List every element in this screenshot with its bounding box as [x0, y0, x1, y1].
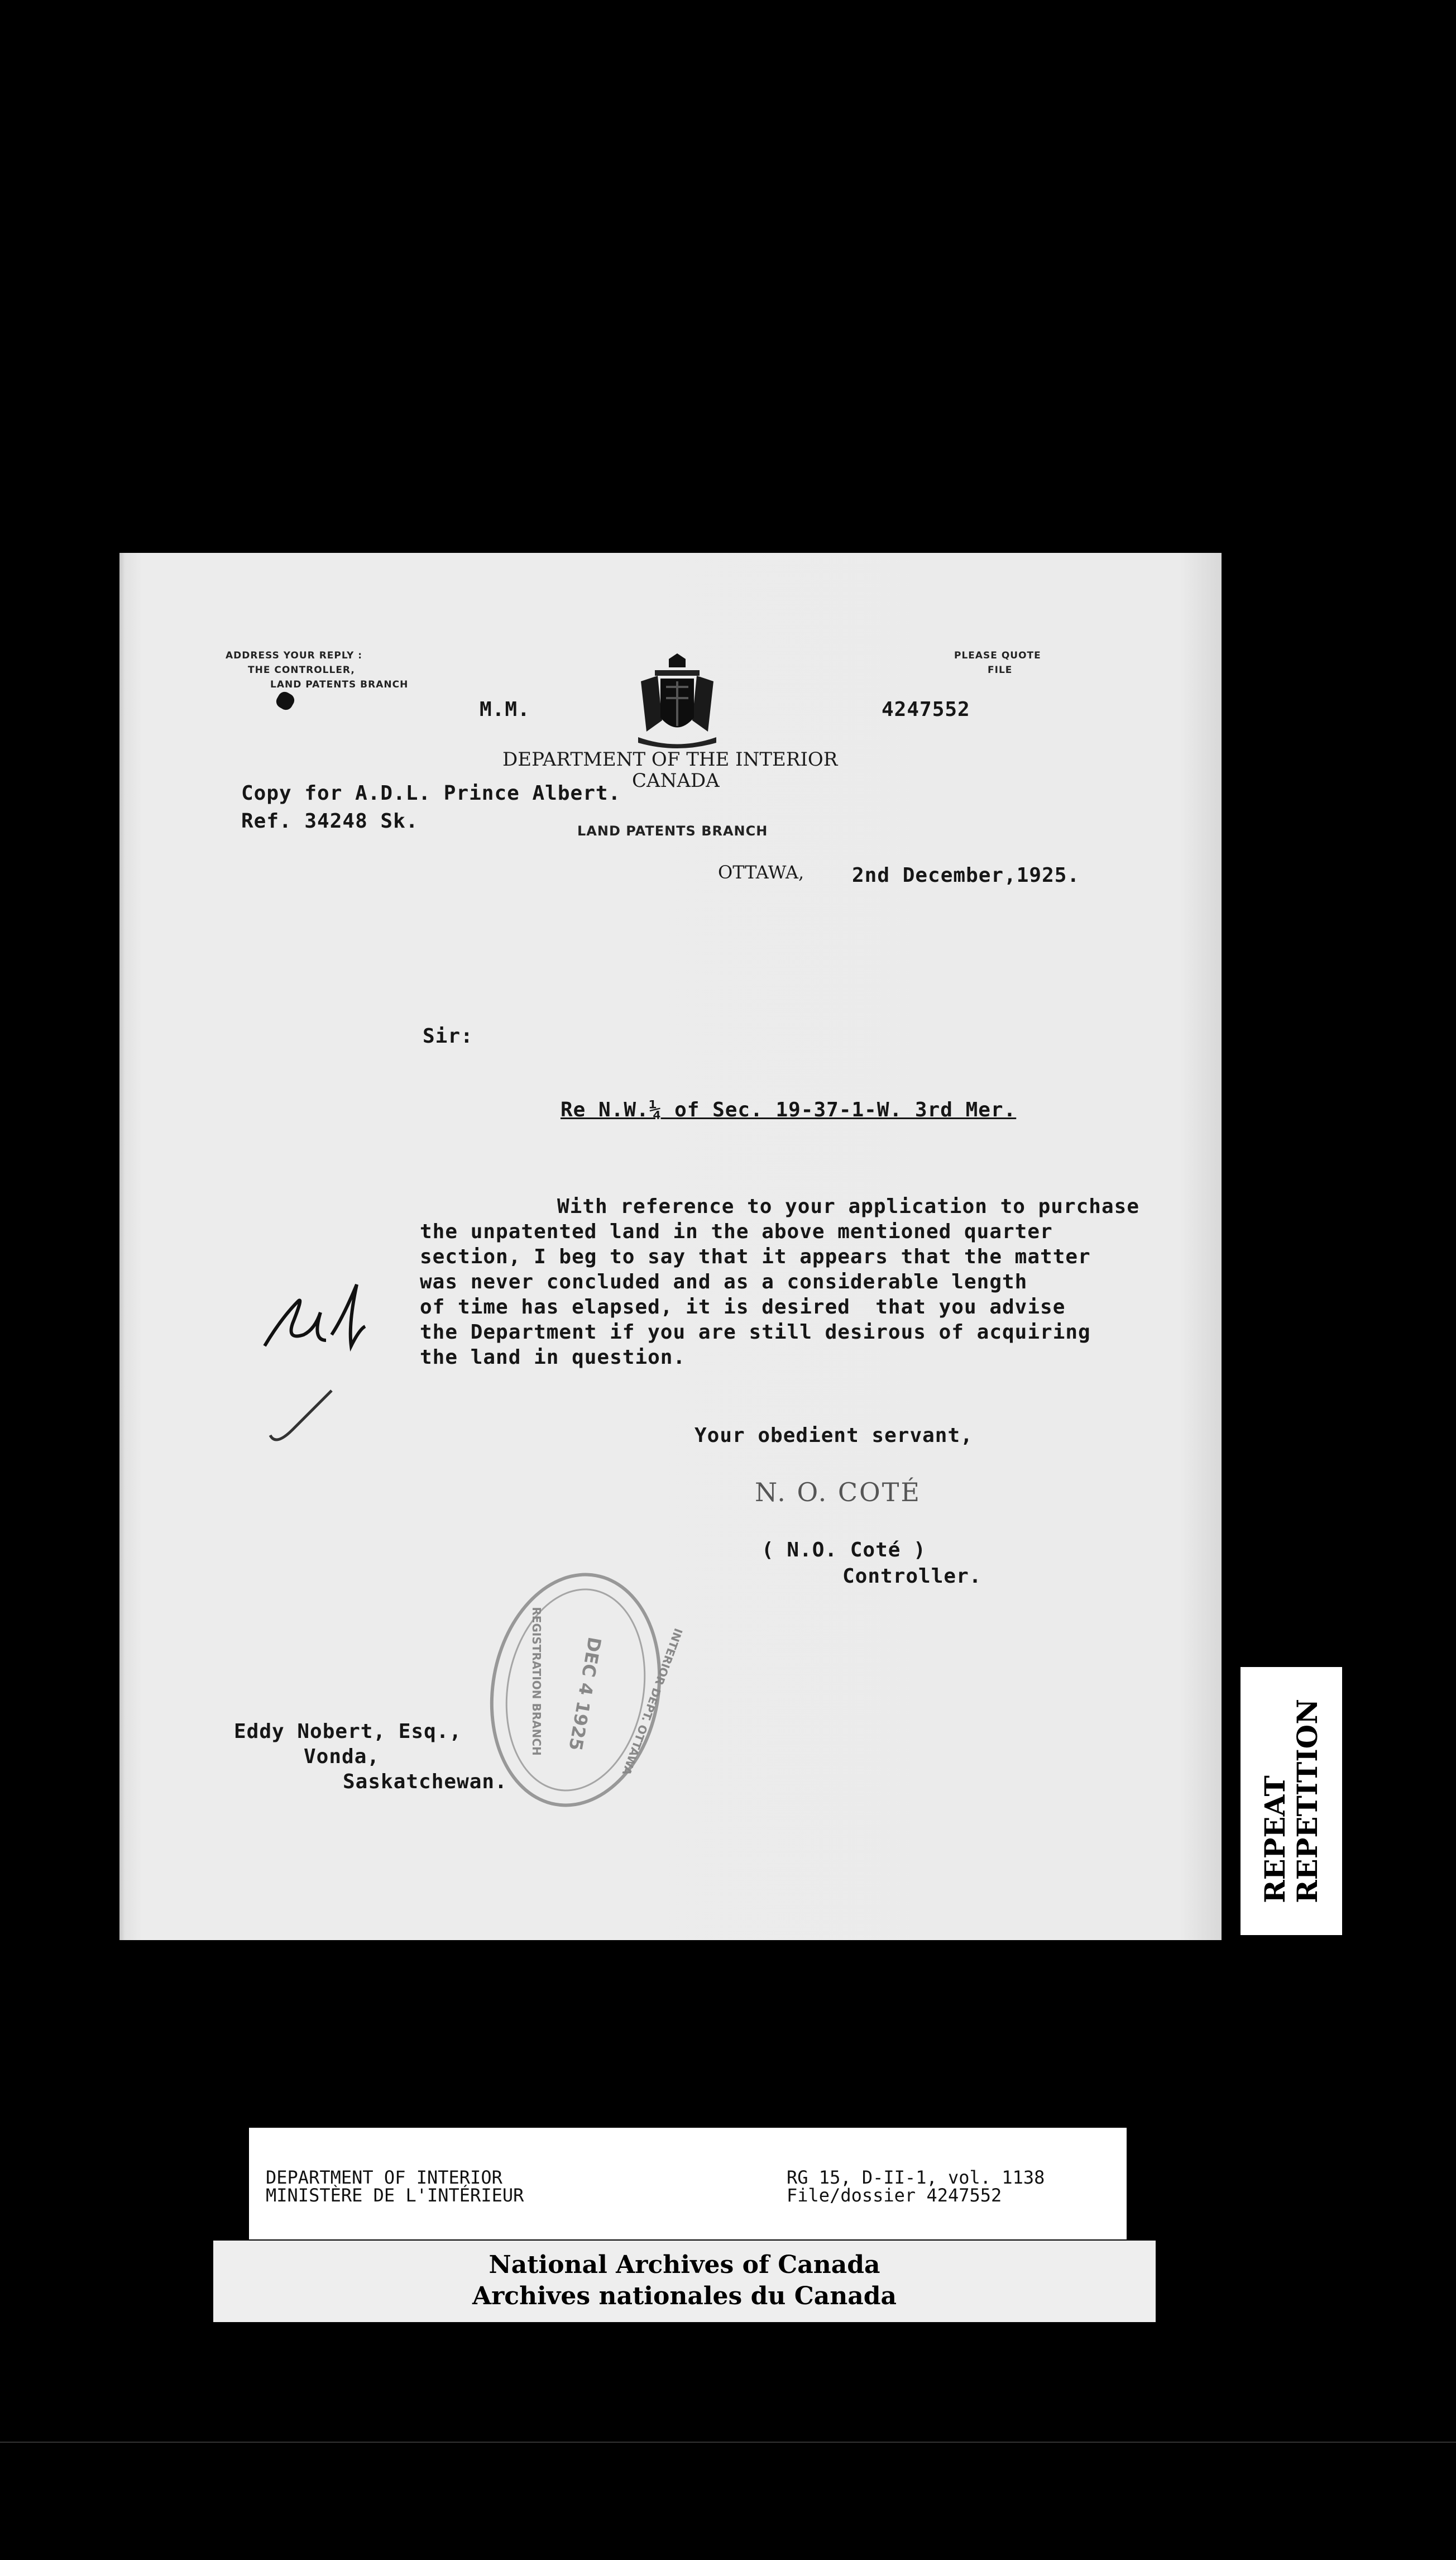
recipient-line-1: Eddy Nobert, Esq.,: [234, 1720, 462, 1743]
stamp-right-arc: INTERIOR DEPT. OTTAWA: [619, 1626, 686, 1778]
date: 2nd December,1925.: [852, 864, 1080, 887]
archive-name-en: National Archives of Canada: [488, 2251, 880, 2279]
stamp-date: DEC 4 1925: [564, 1635, 606, 1752]
city: OTTAWA,: [718, 862, 804, 883]
address-reply-line-3: LAND PATENTS BRANCH: [270, 679, 409, 690]
department-title: DEPARTMENT OF THE INTERIOR: [502, 748, 838, 771]
branch-title: LAND PATENTS BRANCH: [577, 823, 768, 839]
body-line-5: of time has elapsed, it is desired that you advise: [420, 1296, 1066, 1319]
body-line-7: the land in question.: [420, 1346, 686, 1369]
closing: Your obedient servant,: [695, 1424, 973, 1447]
body-line-2: the unpatented land in the above mentioned quarter: [420, 1220, 1053, 1243]
signer-title: Controller.: [842, 1565, 982, 1588]
ref-line-2: File/dossier 4247552: [787, 2185, 1002, 2206]
signer-name: ( N.O. Coté ): [761, 1539, 926, 1561]
initials: M.M.: [480, 698, 530, 721]
archive-name-card: [213, 2241, 1156, 2322]
copy-note-line-2: Ref. 34248 Sk.: [241, 810, 419, 833]
handwritten-initials: [259, 1262, 404, 1446]
signature: N. O. COTÉ: [755, 1477, 921, 1507]
dept-en: DEPARTMENT OF INTERIOR: [266, 2167, 502, 2188]
repetition-word: REPETITION: [1291, 1699, 1324, 1903]
please-quote-label: PLEASE QUOTE: [954, 650, 1041, 661]
repeat-word: REPEAT: [1258, 1775, 1291, 1903]
file-number: 4247552: [882, 698, 970, 721]
ref-line-1: RG 15, D-II-1, vol. 1138: [787, 2167, 1045, 2188]
repeat-label: [1241, 1667, 1342, 1935]
ink-blot: [274, 690, 297, 713]
letter-page: [119, 553, 1222, 1940]
archive-name-fr: Archives nationales du Canada: [472, 2282, 897, 2310]
address-reply-line-2: THE CONTROLLER,: [248, 665, 355, 676]
coat-of-arms-icon: [635, 653, 719, 748]
recipient-line-2: Vonda,: [304, 1745, 380, 1768]
archive-reference-card: [249, 2128, 1127, 2239]
subject-line: Re N.W.¼ of Sec. 19-37-1-W. 3rd Mer.: [561, 1098, 1017, 1121]
film-edge-line: [0, 2442, 1456, 2443]
repeat-label-text: [1259, 1699, 1324, 1903]
dept-fr: MINISTÈRE DE L'INTÉRIEUR: [266, 2185, 524, 2206]
recipient-line-3: Saskatchewan.: [343, 1770, 507, 1793]
body-line-3: section, I beg to say that it appears that the matter: [420, 1245, 1091, 1268]
stamp-left-arc: REGISTRATION BRANCH: [529, 1607, 543, 1756]
copy-note-line-1: Copy for A.D.L. Prince Albert.: [241, 782, 621, 805]
body-line-4: was never concluded and as a considerable length: [420, 1271, 1028, 1293]
address-reply-line-1: ADDRESS YOUR REPLY :: [226, 650, 363, 661]
body-line-6: the Department if you are still desirous of acquiring: [420, 1321, 1091, 1344]
salutation: Sir:: [423, 1025, 473, 1048]
body-line-1: With reference to your application to purchase: [557, 1195, 1139, 1218]
file-label: FILE: [988, 665, 1013, 676]
country-title: CANADA: [632, 770, 720, 792]
